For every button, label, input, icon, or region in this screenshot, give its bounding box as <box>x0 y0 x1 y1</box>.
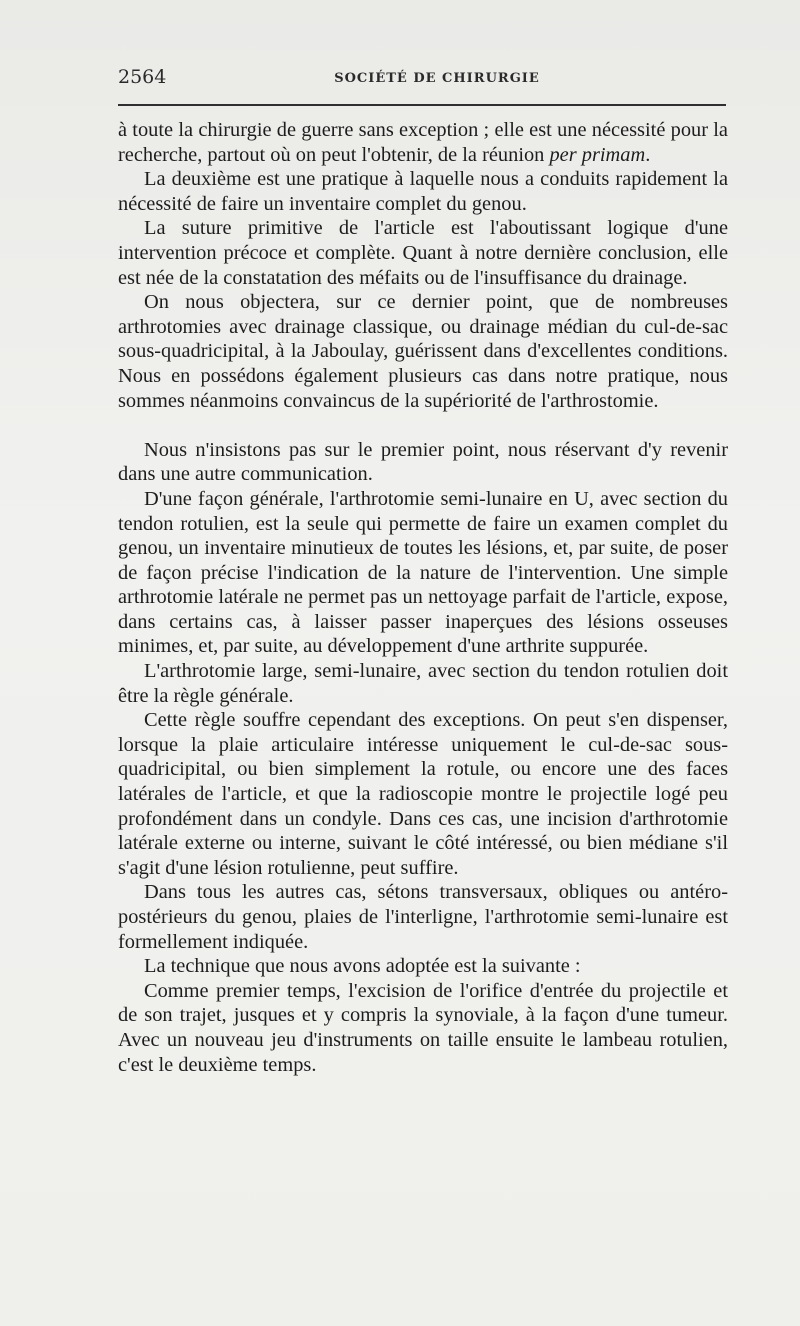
paragraph-11: Comme premier temps, l'excision de l'orifice d'entrée du projectile et de son trajet, jusques et y compris la synoviale, à la façon d'une tumeur. Avec un nouveau jeu d'instruments on taille ensuite le lambeau rotulien, c'est le deuxième temps. <box>118 979 728 1076</box>
paragraph-6: D'une façon générale, l'arthrotomie semi-lunaire en U, avec section du tendon rotulien, est la seule qui permette de faire un examen complet du genou, un inventaire minutieux de toutes les lésions, et, par suite, de poser de façon précise l'indication de la nature de l'intervention. Une simple arthrotomie latérale ne permet pas un nettoyage parfait de l'article, expose, dans certains cas, à laisser passer inaperçues des lésions osseuses minimes, et, par suite, au développement d'une arthrite suppurée. <box>118 487 728 658</box>
header-rule <box>118 104 726 106</box>
paragraph-1: à toute la chirurgie de guerre sans exception ; elle est une nécessité pour la recherche, partout où on peut l'obtenir, de la réunion per primam. <box>118 119 728 166</box>
paragraph-10: La technique que nous avons adoptée est la suivante : <box>144 955 581 978</box>
paragraph-9: Dans tous les autres cas, sétons transversaux, obliques ou antéro-postérieurs du genou, plaies de l'interligne, l'arthrotomie semi-lunaire est formellement indiquée. <box>118 881 728 953</box>
body-text <box>118 118 728 1077</box>
paragraph-2: La deuxième est une pratique à laquelle nous a conduits rapidement la nécessité de faire un inventaire complet du genou. <box>118 168 728 215</box>
paragraph-3: La suture primitive de l'article est l'aboutissant logique d'une intervention précoce et complète. Quant à notre dernière conclusion, elle est née de la constatation des méfaits ou de l'insuffisance du drainage. <box>118 217 728 289</box>
latin-phrase: per primam <box>549 143 646 166</box>
paragraph-7: L'arthrotomie large, semi-lunaire, avec section du tendon rotulien doit être la règle générale. <box>118 660 728 707</box>
paragraph-8: Cette règle souffre cependant des exceptions. On peut s'en dispenser, lorsque la plaie articulaire intéresse uniquement le cul-de-sac sous-quadricipital, ou bien simplement la rotule, ou encore une des faces latérales de l'article, et que la radioscopie montre le projectile logé peu profondément dans un condyle. Dans ces cas, une incision d'arthrotomie latérale externe ou interne, suivant le côté intéressé, ou bien médiane s'il s'agit d'une lésion rotulienne, peut suffire. <box>118 709 728 879</box>
paragraph-5: Nous n'insistons pas sur le premier point, nous réservant d'y revenir dans une autre communication. <box>118 438 728 486</box>
page-header <box>118 62 726 92</box>
page-number: 2564 <box>118 66 167 88</box>
paragraph-4: On nous objectera, sur ce dernier point, que de nombreuses arthrotomies avec drainage classique, ou drainage médian du cul-de-sac sous-quadricipital, à la Jaboulay, guérissent dans d'excellentes conditions. Nous en possédons également plusieurs cas dans notre pratique, nous sommes néanmoins convaincus de la supériorité de l'arthrostomie. <box>118 291 728 412</box>
running-head: SOCIÉTÉ DE CHIRURGIE <box>334 71 540 86</box>
